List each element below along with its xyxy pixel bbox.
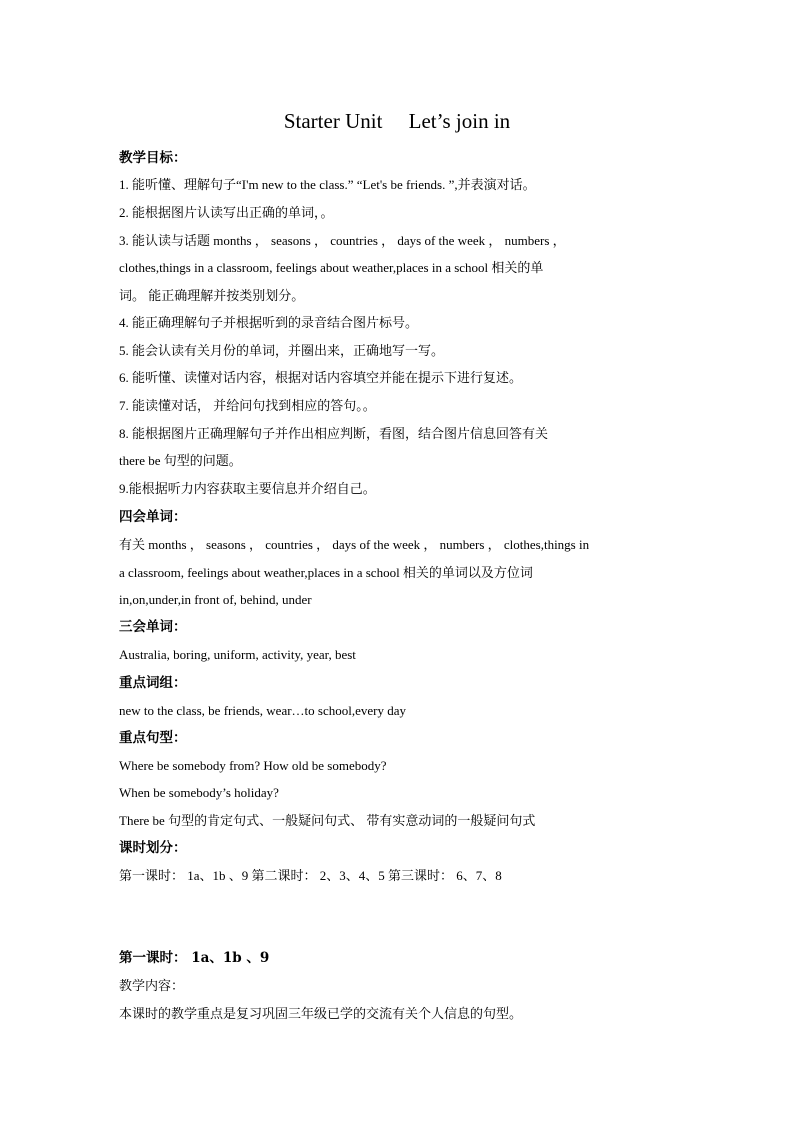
objective-item: 7. 能读懂对话， 并给问句找到相应的答句。。 bbox=[119, 398, 376, 413]
objective-item: 4. 能正确理解句子并根据听到的录音结合图片标号。 bbox=[119, 315, 419, 330]
periods-heading: 课时划分： bbox=[119, 840, 187, 856]
four-skill-words-line: in,on,under,in front of, behind, under bbox=[119, 592, 312, 607]
three-skill-words-line: Australia, boring, uniform, activity, year, best bbox=[119, 647, 356, 662]
key-phrases-line: new to the class, be friends, wear…to school,every day bbox=[119, 703, 406, 718]
document-title: Starter Unit Let’s join in bbox=[283, 109, 511, 133]
objective-item: 5. 能会认读有关月份的单词，并圈出来，正确地写一写。 bbox=[119, 343, 445, 358]
objective-item: 8. 能根据图片正确理解句子并作出相应判断，看图，结合图片信息回答有关 bbox=[119, 426, 549, 441]
objective-item: clothes,things in a classroom, feelings about weather,places in a school 相关的单 bbox=[119, 260, 544, 275]
lesson-one-content-text: 本课时的教学重点是复习巩固三年级已学的交流有关个人信息的句型。 bbox=[119, 1006, 523, 1021]
key-sentences-line: There be 句型的肯定句式、一般疑问句式、 带有实意动词的一般疑问句式 bbox=[119, 813, 536, 828]
objective-item: 1. 能听懂、理解句子“I'm new to the class.” “Let's be friends. ”,并表演对话。 bbox=[119, 177, 536, 192]
objective-item: 词。 能正确理解并按类别划分。 bbox=[119, 288, 305, 303]
key-sentences-line: Where be somebody from? How old be somebody? bbox=[119, 758, 387, 773]
objective-item: 2. 能根据图片认读写出正确的单词，。 bbox=[119, 205, 334, 220]
lesson-one-heading: 第一课时： 1a、1b 、9 bbox=[119, 950, 270, 966]
objective-item: 3. 能认读与话题 months ， seasons ， countries ， days of the week ， numbers ， bbox=[119, 233, 566, 248]
objective-item: there be 句型的问题。 bbox=[119, 453, 242, 468]
key-sentences-line: When be somebody’s holiday? bbox=[119, 785, 279, 800]
objectives-heading: 教学目标： bbox=[119, 150, 187, 166]
objective-item: 6. 能听懂、读懂对话内容，根据对话内容填空并能在提示下进行复述。 bbox=[119, 370, 523, 385]
four-skill-words-line: a classroom, feelings about weather,places in a school 相关的单词以及方位词 bbox=[119, 565, 533, 580]
key-phrases-heading: 重点词组： bbox=[119, 675, 187, 691]
periods-line: 第一课时： 1a、1b 、9 第二课时： 2、3、4、5 第三课时： 6、7、8 bbox=[119, 868, 502, 883]
four-skill-words-heading: 四会单词： bbox=[119, 509, 187, 525]
lesson-one-content-label: 教学内容： bbox=[119, 978, 185, 993]
four-skill-words-line: 有关 months ， seasons ， countries ， days of the week ， numbers ， clothes,things in bbox=[119, 537, 590, 552]
objective-item: 9.能根据听力内容获取主要信息并介绍自己。 bbox=[119, 481, 376, 496]
three-skill-words-heading: 三会单词： bbox=[119, 619, 187, 635]
key-sentences-heading: 重点句型： bbox=[119, 730, 187, 746]
